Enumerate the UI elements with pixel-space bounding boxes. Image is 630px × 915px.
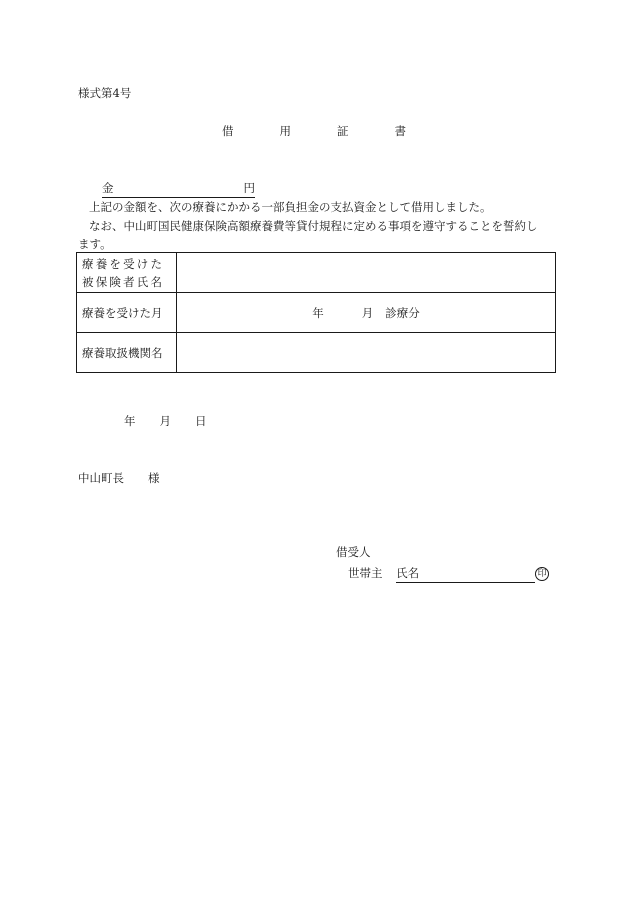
title-char: 証: [337, 124, 349, 138]
body-paragraph-2: なお、中山町国民健康保険高額療養費等貸付規程に定める事項を遵守することを誓約し: [89, 219, 538, 233]
addressee: [78, 470, 160, 486]
date-year: 年: [124, 414, 136, 428]
table-row: [77, 253, 556, 293]
form-number: 様式第4号: [78, 86, 132, 100]
title-char: 借: [222, 124, 234, 138]
insured-name-field[interactable]: [177, 253, 556, 293]
document-title: [222, 123, 406, 139]
addressee-name: 中山町長: [78, 471, 124, 485]
label-line: 療養を受けた: [82, 256, 165, 271]
seal-icon: 印: [535, 567, 549, 581]
year-unit: 年: [312, 305, 324, 320]
medical-institution-field[interactable]: [177, 333, 556, 373]
table-row: [77, 293, 556, 333]
treatment-month-field[interactable]: [177, 293, 556, 333]
household-head-label: 世帯主: [348, 566, 383, 580]
title-char: 書: [394, 124, 406, 138]
treatment-info-table: [76, 252, 556, 373]
signature-line: [348, 565, 549, 583]
amount-line: [102, 180, 255, 198]
treatment-month-label: 療養を受けた月: [77, 293, 177, 333]
label-line: 被保険者氏名: [82, 274, 165, 289]
date-day: 日: [195, 414, 207, 428]
name-label: 氏名: [396, 566, 420, 580]
date-month: 月: [159, 414, 171, 428]
medical-institution-label: 療養取扱機関名: [77, 333, 177, 373]
amount-suffix: 円: [243, 181, 255, 195]
borrower-name-field[interactable]: [396, 565, 535, 583]
amount-prefix: 金: [102, 181, 114, 195]
date-line[interactable]: [124, 413, 207, 429]
borrower-label: 借受人: [336, 545, 371, 559]
month-unit: 月: [361, 305, 374, 320]
table-row: [77, 333, 556, 373]
body-paragraph-2-continued: ます。: [78, 237, 112, 251]
treatment-suffix: 診療分: [385, 305, 420, 320]
amount-field[interactable]: [102, 180, 255, 198]
title-char: 用: [279, 124, 291, 138]
addressee-honorific: 様: [148, 471, 160, 485]
body-paragraph-1: 上記の金額を、次の療養にかかる一部負担金の支払資金として借用しました。: [89, 200, 492, 214]
insured-name-label: [77, 253, 177, 293]
